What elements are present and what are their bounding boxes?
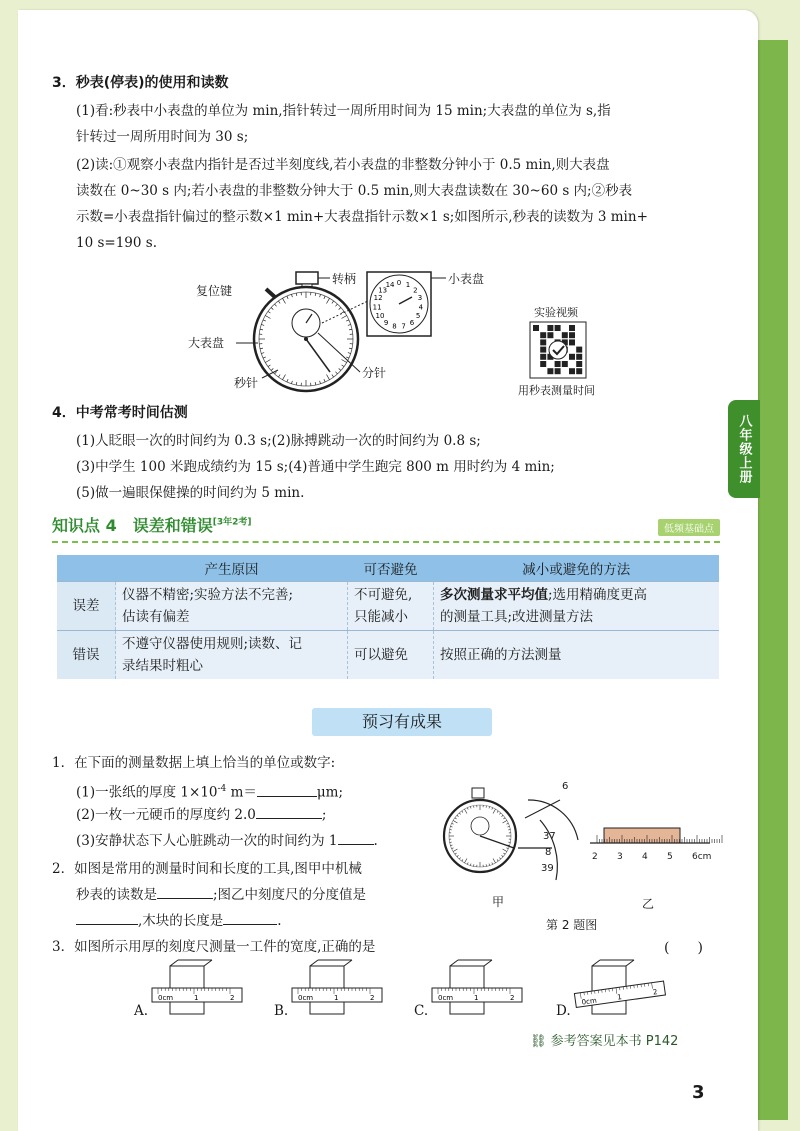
small-dial-number: 1 bbox=[405, 280, 411, 289]
q3-ruler-label: 1 bbox=[194, 994, 199, 1002]
q1-item-1-mid: m＝ bbox=[226, 784, 257, 801]
label-big-dial: 大表盘 bbox=[188, 336, 225, 350]
q3-option-figure bbox=[574, 960, 665, 1014]
q2-zoom-needle-small bbox=[525, 800, 560, 818]
fig-b-label: 乙 bbox=[642, 897, 655, 911]
q2-text: 秒表的读数是 bbox=[76, 887, 157, 903]
qr-caption: 用秒表测量时间 bbox=[518, 384, 595, 397]
q3-option-d[interactable]: D. bbox=[556, 1003, 571, 1019]
sec4-line-2: (3)中学生 100 米跑成绩约为 15 s;(4)普通中学生跑完 800 m 用时约为 4 min; bbox=[76, 459, 555, 475]
sec4-title: 4．中考常考时间估测 bbox=[52, 405, 188, 421]
small-dial-number: 8 bbox=[392, 322, 397, 331]
q3-option-figure bbox=[432, 960, 522, 1014]
q2-caption: 第 2 题图 bbox=[546, 918, 598, 932]
small-dial-number: 2 bbox=[413, 286, 418, 295]
q2-text: ;图乙中刻度尺的分度值是 bbox=[213, 887, 367, 903]
q3-answer-bracket[interactable]: ( ) bbox=[664, 940, 703, 956]
cell-line: 录结果时粗心 bbox=[122, 658, 203, 674]
q2-mark: 37 bbox=[543, 831, 556, 842]
qr-title: 实验视频 bbox=[534, 306, 578, 319]
q3-ruler-label: 0cm bbox=[158, 994, 174, 1002]
table-header: 减小或避免的方法 bbox=[434, 555, 720, 582]
knowledge-point-title-text: 知识点 4 误差和错误 bbox=[52, 516, 213, 535]
sec3-read-line-4: 10 s=190 s. bbox=[76, 235, 157, 251]
cell-line: 不遵守仪器使用规则;读数、记 bbox=[122, 636, 303, 652]
q1-item-2-post: ; bbox=[321, 807, 327, 823]
q3-option-a[interactable]: A. bbox=[134, 1003, 149, 1019]
q2-mark: 6 bbox=[562, 781, 569, 792]
sec4-line-3: (5)做一遍眼保健操的时间约为 5 min. bbox=[76, 485, 305, 501]
q3-ruler-label: 1 bbox=[474, 994, 479, 1002]
q3-ruler bbox=[432, 988, 522, 1002]
q3-ruler bbox=[152, 988, 242, 1002]
ruler-tick-label: 2 bbox=[592, 852, 598, 862]
small-dial-number: 11 bbox=[372, 303, 382, 312]
q1-stem: 1．在下面的测量数据上填上恰当的单位或数字: bbox=[52, 755, 336, 771]
q3-ruler-label: 2 bbox=[510, 994, 515, 1002]
q3-ruler-label: 2 bbox=[370, 994, 375, 1002]
answer-reference[interactable] bbox=[530, 1030, 678, 1049]
workpiece-edge bbox=[592, 960, 600, 966]
page-number: 3 bbox=[692, 1082, 705, 1103]
q1-item-3-post: . bbox=[373, 833, 378, 849]
label-handle: 转柄 bbox=[332, 272, 357, 286]
table-cell: 可以避免 bbox=[348, 631, 434, 680]
cell-line: 不可避免, bbox=[354, 587, 413, 603]
q2-subdial bbox=[471, 817, 489, 835]
sec3-read-line-2: 读数在 0~30 s 内;若小表盘的非整数分钟大于 0.5 min,则大表盘读数在 30~60 s 内;②秒表 bbox=[76, 183, 633, 199]
sec3-look-line-2: 针转过一周所用时间为 30 s; bbox=[76, 129, 249, 145]
cell-line: ;选用精确度更高 bbox=[548, 587, 648, 603]
sec3-read-line-3: 示数=小表盘指针偏过的整示数×1 min+大表盘指针示数×1 s;如图所示,秒表的读数为 3 min+ bbox=[76, 209, 648, 225]
q1-item-1-exponent: -4 bbox=[217, 784, 227, 794]
cell-line-bold: 多次测量求平均值 bbox=[440, 587, 548, 603]
cell-line: 只能减小 bbox=[354, 609, 408, 625]
small-dial-number: 3 bbox=[417, 294, 423, 303]
fig-a-label: 甲 bbox=[492, 895, 505, 909]
small-dial-number: 12 bbox=[373, 294, 383, 303]
small-dial-number: 6 bbox=[409, 318, 415, 327]
small-dial-number: 14 bbox=[385, 280, 395, 289]
grade-side-tab[interactable]: 八年级上册 bbox=[728, 400, 760, 498]
sec3-look-line-1: (1)看:秒表中小表盘的单位为 min,指针转过一周所用时间为 15 min;大表盘的单位为 s,指 bbox=[76, 103, 611, 119]
workpiece-edge bbox=[484, 960, 492, 966]
cell-line: 的测量工具;改进测量方法 bbox=[440, 609, 594, 625]
sec4-line-1: (1)人眨眼一次的时间约为 0.3 s;(2)脉搏跳动一次的时间约为 0.8 s; bbox=[76, 433, 481, 449]
workpiece-edge bbox=[310, 960, 318, 966]
q1-item-3-pre: (3)安静状态下人心脏跳动一次的时间约为 1 bbox=[76, 833, 338, 849]
workpiece-edge bbox=[450, 960, 458, 966]
small-dial-number: 9 bbox=[383, 318, 389, 327]
q3-ruler-label: 2 bbox=[652, 988, 659, 997]
section-banner: 预习有成果 bbox=[312, 708, 492, 736]
ruler-tick-label: 3 bbox=[617, 852, 623, 862]
ruler-tick-label: 5 bbox=[667, 852, 673, 862]
label-small-dial: 小表盘 bbox=[448, 272, 485, 286]
q1-item-1-pre: (1)一张纸的厚度 1×10 bbox=[76, 784, 218, 801]
sec3-read-line-1: (2)读:①观察小表盘内指针是否过半刻度线,若小表盘的非整数分钟小于 0.5 min,则大表盘 bbox=[76, 157, 610, 173]
ruler-tick-label: 6cm bbox=[692, 852, 712, 862]
cell-line: 仪器不精密;实验方法不完善; bbox=[122, 587, 294, 603]
q3-ruler-label: 2 bbox=[230, 994, 235, 1002]
q3-option-figures bbox=[152, 960, 665, 1014]
label-reset: 复位键 bbox=[196, 284, 233, 298]
q3-option-c[interactable]: C. bbox=[414, 1003, 429, 1019]
q2-stopwatch-crown bbox=[472, 788, 484, 798]
q1-item-1-post: μm; bbox=[316, 784, 343, 801]
q3-ruler bbox=[292, 988, 382, 1002]
q2-mark: 8 bbox=[545, 847, 552, 858]
q3-option-figure bbox=[292, 960, 382, 1014]
q3-option-figure bbox=[152, 960, 242, 1014]
small-dial-number: 7 bbox=[401, 322, 406, 331]
knowledge-point-frequency: [3年2考] bbox=[212, 517, 252, 528]
label-minute-hand: 分针 bbox=[362, 366, 387, 380]
small-dial-number: 13 bbox=[378, 286, 388, 295]
small-dial-number: 0 bbox=[396, 279, 402, 287]
small-dial-number: 10 bbox=[375, 312, 385, 320]
q2-mark: 39 bbox=[541, 863, 554, 874]
q3-ruler-label: 1 bbox=[334, 994, 339, 1002]
workpiece-edge bbox=[344, 960, 352, 966]
ruler-tick-label: 4 bbox=[642, 852, 648, 862]
q2-text: . bbox=[277, 913, 282, 929]
small-dial-number: 5 bbox=[415, 312, 421, 320]
answer-reference-text: 参考答案见本书 P142 bbox=[550, 1034, 679, 1049]
small-dial-number: 4 bbox=[418, 303, 424, 312]
q1-item-2-pre: (2)一枚一元硬币的厚度约 2.0 bbox=[76, 807, 256, 823]
q3-ruler-label: 0cm bbox=[581, 996, 598, 1007]
table-cell: 误差 bbox=[57, 582, 116, 631]
table-cell: 按照正确的方法测量 bbox=[434, 631, 720, 680]
link-icon: ⛓ bbox=[530, 1034, 551, 1049]
cell-line: 估读有偏差 bbox=[122, 609, 190, 625]
q3-option-b[interactable]: B. bbox=[274, 1003, 289, 1019]
workpiece-edge bbox=[170, 960, 178, 966]
q2-line-1: 2．如图是常用的测量时间和长度的工具,图甲中机械 bbox=[52, 861, 362, 877]
label-second-hand: 秒针 bbox=[234, 376, 259, 390]
workpiece-edge bbox=[626, 960, 634, 966]
q2-text: ,木块的长度是 bbox=[138, 913, 224, 929]
q3-ruler-label: 0cm bbox=[298, 994, 314, 1002]
table-header: 产生原因 bbox=[116, 555, 348, 582]
table-header: 可否避免 bbox=[348, 555, 434, 582]
q3-ruler-label: 1 bbox=[616, 993, 623, 1002]
knowledge-point-tag: 低频基础点 bbox=[658, 519, 720, 536]
table-cell: 错误 bbox=[57, 631, 116, 680]
sec3-title: 3．秒表(停表)的使用和读数 bbox=[52, 75, 229, 91]
workpiece-edge bbox=[204, 960, 212, 966]
q3-ruler-label: 0cm bbox=[438, 994, 454, 1002]
q3-stem: 3．如图所示用厚的刻度尺测量一工件的宽度,正确的是 bbox=[52, 939, 376, 955]
